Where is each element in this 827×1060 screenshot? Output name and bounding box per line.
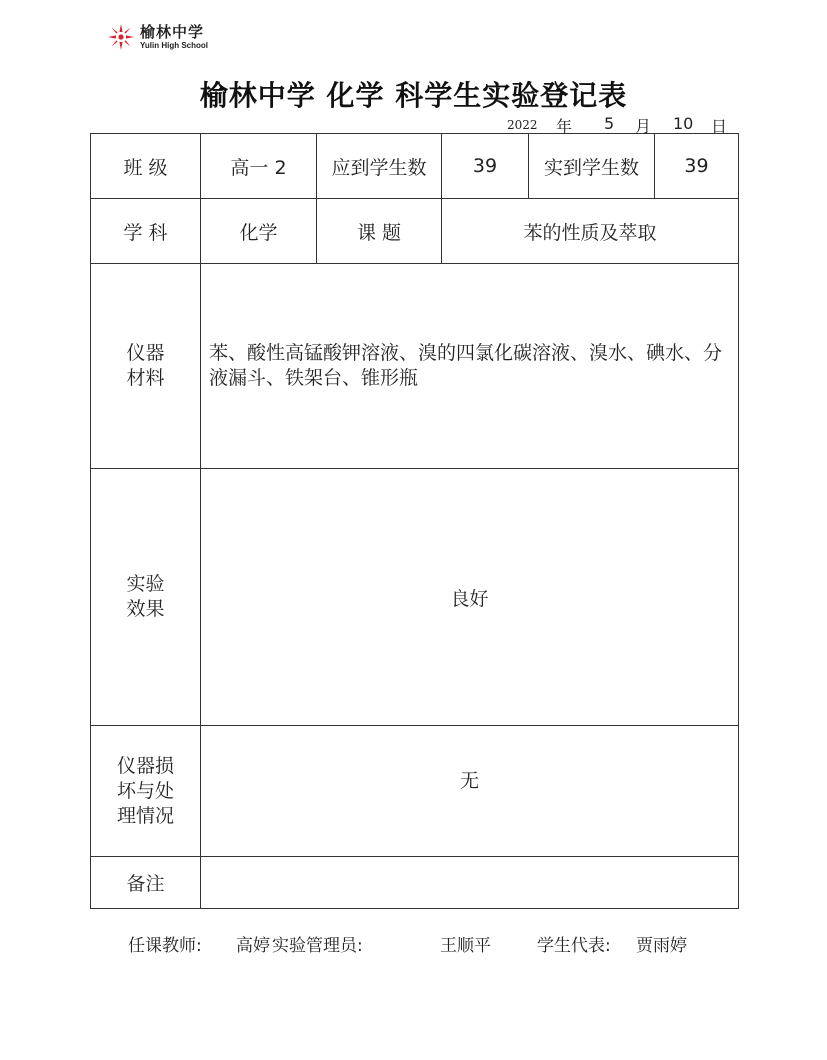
date-month-unit: 月 (635, 117, 652, 136)
expected-students-value: 39 (442, 134, 529, 199)
student-rep-label: 学生代表: (537, 936, 611, 956)
logo-name-cn: 榆林中学 (140, 22, 205, 41)
expected-students-label: 应到学生数 (317, 134, 442, 199)
registration-form (90, 133, 739, 909)
damage-value: 无 (201, 726, 739, 857)
subject-value: 化学 (201, 199, 317, 264)
remarks-label: 备注 (91, 857, 201, 909)
logo-name-en: Yulin High School (140, 40, 208, 50)
date-year: 2022 (507, 118, 538, 132)
topic-value: 苯的性质及萃取 (442, 199, 739, 264)
date-day-unit: 日 (711, 117, 728, 136)
class-value: 高一 2 (201, 134, 317, 199)
materials-label: 仪器 材料 (126, 342, 165, 389)
school-logo (106, 22, 208, 52)
form-row-class (91, 134, 739, 199)
date-day: 10 (673, 114, 694, 133)
form-row-remarks (91, 857, 739, 909)
manager-value: 王顺平 (440, 936, 491, 956)
topic-label: 课 题 (317, 199, 442, 264)
materials-value: 苯、酸性高锰酸钾溶液、溴的四氯化碳溶液、溴水、碘水、分液漏斗、铁架台、锥形瓶 (201, 264, 739, 469)
date-year-unit: 年 (556, 117, 573, 136)
teacher-value: 高婷 (236, 936, 270, 956)
remarks-value (201, 857, 739, 909)
form-row-effect (91, 469, 739, 726)
effect-value: 良好 (201, 469, 739, 726)
actual-students-label: 实到学生数 (529, 134, 655, 199)
date-month: 5 (604, 114, 615, 133)
actual-students-value: 39 (655, 134, 739, 199)
student-rep-value: 贾雨婷 (636, 936, 687, 956)
effect-label: 实验 效果 (126, 573, 165, 620)
manager-label: 实验管理员: (272, 936, 363, 956)
page-title: 榆林中学 化学 科学生实验登记表 (199, 79, 628, 112)
teacher-label: 任课教师: (128, 936, 202, 956)
form-row-materials (91, 264, 739, 469)
damage-label: 仪器损 坏与处 理情况 (116, 754, 174, 827)
subject-label: 学 科 (91, 199, 201, 264)
form-row-damage (91, 726, 739, 857)
class-label: 班 级 (91, 134, 201, 199)
form-row-subject (91, 199, 739, 264)
school-emblem-icon (106, 22, 136, 52)
